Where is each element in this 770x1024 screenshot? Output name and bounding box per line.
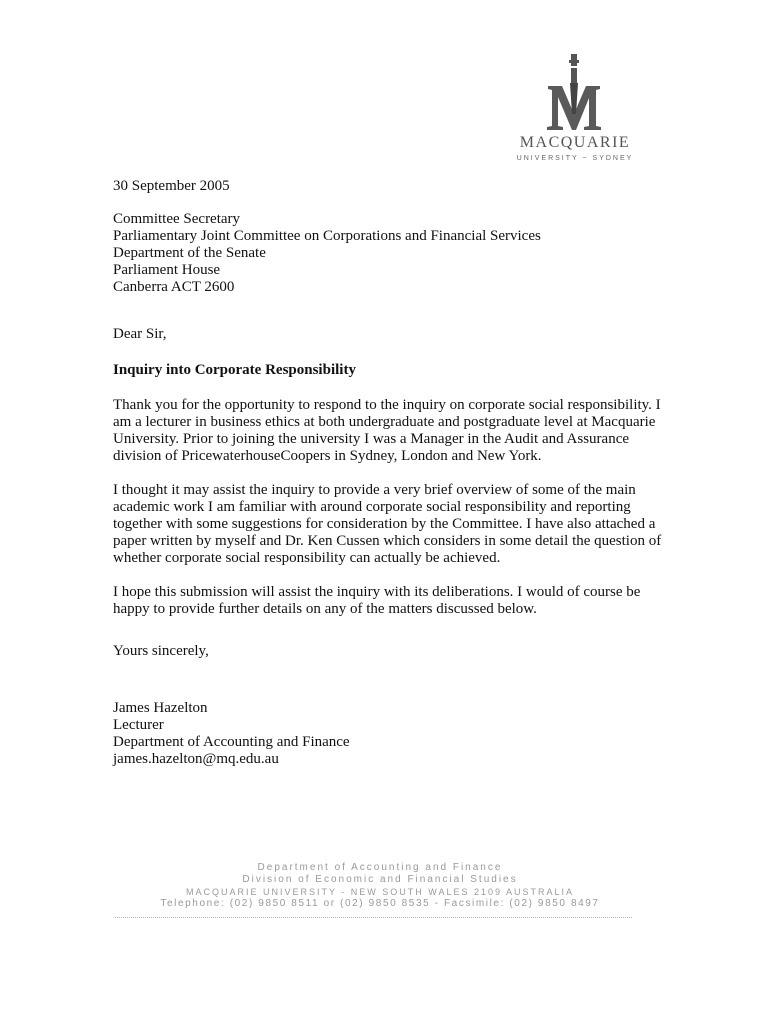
body-paragraph: Thank you for the opportunity to respond to the inquiry on corporate social responsibility. I am a lecturer in business ethics at both undergraduate and postgraduate level at Macquarie University. Prior to joining the university I was a Manager in the Audit and Assurance division of PricewaterhouseCoopers in Sydney, London and New York. [113,397,661,464]
lighthouse-m-emblem [510,52,640,132]
signature-line: Lecturer [113,717,164,733]
signature-line: James Hazelton [113,700,208,716]
recipient-address [113,211,673,296]
letter-date: 30 September 2005 [113,178,230,194]
letterhead-footer [100,862,660,910]
logo-name: MACQUARIE [519,134,631,151]
salutation: Dear Sir, [113,326,167,342]
recipient-line: Parliamentary Joint Committee on Corporations and Financial Services [113,228,541,244]
recipient-line: Department of the Senate [113,245,266,261]
footer-line: Telephone: (02) 9850 8511 or (02) 9850 8535 - Facsimile: (02) 9850 8497 [160,898,600,909]
letter-body [113,178,673,768]
subject-line: Inquiry into Corporate Responsibility [113,362,356,378]
footer-line: Department of Accounting and Finance [257,862,503,873]
recipient-line: Canberra ACT 2600 [113,279,235,295]
recipient-line: Committee Secretary [113,211,241,227]
footer-divider [115,917,632,918]
body-paragraph: I hope this submission will assist the inquiry with its deliberations. I would of course be happy to provide further details on any of the matters discussed below. [113,584,641,617]
university-logo [510,52,640,170]
logo-subtitle: UNIVERSITY ~ SYDNEY [516,155,634,162]
footer-line: MACQUARIE UNIVERSITY - NEW SOUTH WALES 2109 AUSTRALIA [185,887,575,897]
closing: Yours sincerely, [113,643,209,659]
recipient-line: Parliament House [113,262,221,278]
signature-email: james.hazelton@mq.edu.au [113,751,279,767]
signature-block [113,700,673,768]
footer-line: Division of Economic and Financial Studies [242,874,518,885]
signature-line: Department of Accounting and Finance [113,734,350,750]
body-paragraph: I thought it may assist the inquiry to provide a very brief overview of some of the main academic work I am familiar with around corporate social responsibility and reporting together with some suggestions for consideration by the Committee. I have also attached a paper written by myself and Dr. Ken Cussen which considers in some detail the question of whether corporate social responsibility can actually be achieved. [113,482,662,566]
